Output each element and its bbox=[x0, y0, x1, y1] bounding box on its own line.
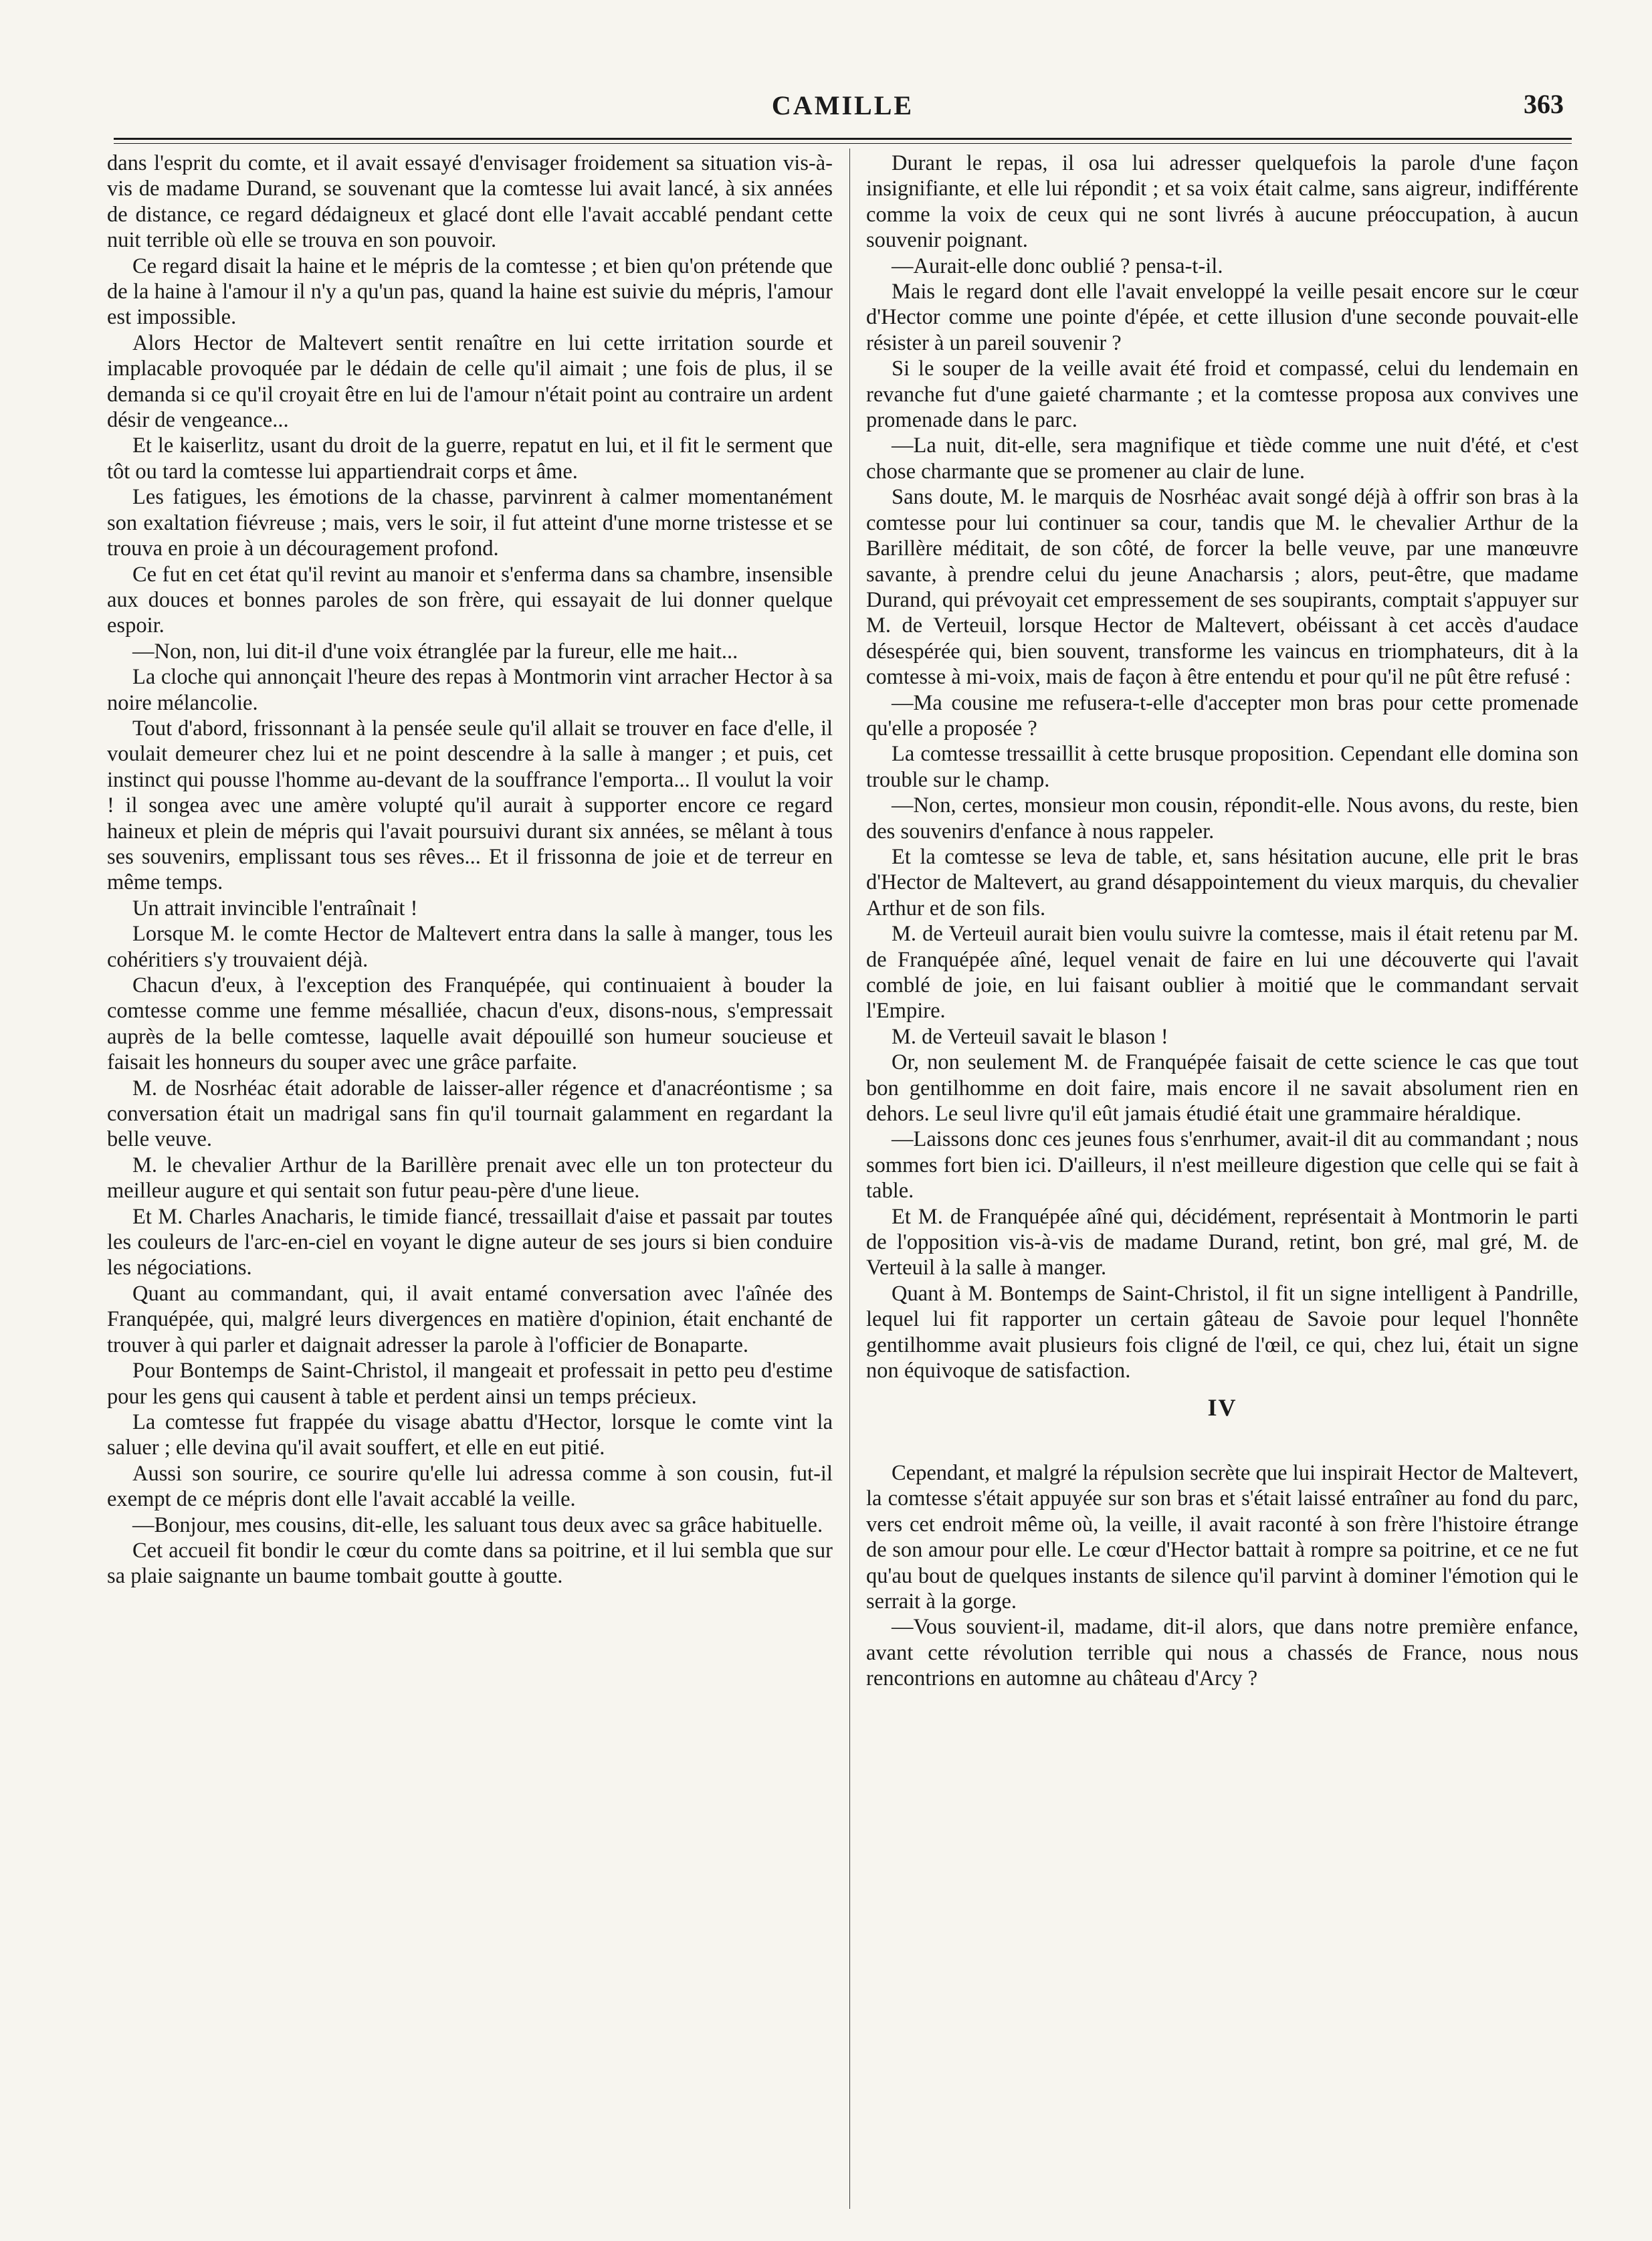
paragraph: Tout d'abord, frissonnant à la pensée seule qu'il allait se trouver en face d'elle, il voulait demeurer chez lui et ne point descendre à la salle à manger ; et puis, cet instinct qui pousse l'homme au-devant de la souffrance l'emporta... Il voulut la voir ! il songea avec une amère volupté qu'il aurait à supporter encore ce regard haineux et plein de mépris qui l'avait poursuivi durant six années, se mêlant à tous ses souvenirs, emplissant tous ses rêves... Et il frissonna de joie et de terreur en même temps. bbox=[107, 716, 833, 895]
paragraph: Quant au commandant, qui, il avait entamé conversation avec l'aînée des Franquépée, qui, malgré leurs divergences en matière d'opinion, était enchanté de trouver à qui parler et daignait adresser la parole à l'officier de Bonaparte. bbox=[107, 1281, 833, 1357]
paragraph: Chacun d'eux, à l'exception des Franquépée, qui continuaient à bouder la comtesse comme une femme mésalliée, chacun d'eux, disons-nous, s'empressait auprès de la belle comtesse, laquelle avait dépouillé son humeur soucieuse et faisait les honneurs du souper avec une grâce parfaite. bbox=[107, 973, 833, 1075]
paragraph: Et M. Charles Anacharis, le timide fiancé, tressaillait d'aise et passait par toutes les couleurs de l'arc-en-ciel en voyant le digne auteur de ses jours si bien conduire les négociations. bbox=[107, 1204, 833, 1280]
paragraph: Durant le repas, il osa lui adresser quelquefois la parole d'une façon insignifiante, et elle lui répondit ; et sa voix était calme, sans aigreur, indifférente comme la voix de ceux qui ne sont livrés à aucune préoccupation, à aucun souvenir poignant. bbox=[866, 151, 1578, 253]
page-number: 363 bbox=[1524, 89, 1564, 119]
paragraph: Or, non seulement M. de Franquépée faisait de cette science le cas que tout bon gentilhomme en doit faire, mais encore il ne savait absolument rien en dehors. Le seul livre qu'il eût jamais étudié était une grammaire héraldique. bbox=[866, 1050, 1578, 1127]
paragraph: —Bonjour, mes cousins, dit-elle, les saluant tous deux avec sa grâce habituelle. bbox=[132, 1513, 823, 1537]
paragraph: Aussi son sourire, ce sourire qu'elle lui adressa comme à son cousin, fut-il exempt de ce mépris dont elle l'avait accablé la veille. bbox=[107, 1461, 833, 1512]
paragraph: Ce regard disait la haine et le mépris de la comtesse ; et bien qu'on prétende que de la haine à l'amour il n'y a qu'un pas, quand la haine est suivie du mépris, l'amour est impossible. bbox=[107, 254, 833, 330]
paragraph: Un attrait invincible l'entraînait ! bbox=[132, 896, 418, 920]
paragraph: La comtesse fut frappée du visage abattu d'Hector, lorsque le comte vint la saluer ; elle devina qu'il avait souffert, et elle en eut pitié. bbox=[107, 1409, 833, 1460]
paragraph: Si le souper de la veille avait été froid et compassé, celui du lendemain en revanche fut d'une gaieté charmante ; et la comtesse proposa aux convives une promenade dans le parc. bbox=[866, 357, 1578, 433]
page-header bbox=[114, 86, 1572, 132]
paragraph: —Aurait-elle donc oublié ? pensa-t-il. bbox=[892, 254, 1223, 278]
header-rule bbox=[114, 138, 1572, 144]
paragraph: M. de Nosrhéac était adorable de laisser-aller régence et d'anacréontisme ; sa conversation était un madrigal sans fin qu'il tournait galamment en regardant la belle veuve. bbox=[107, 1076, 833, 1152]
paragraph: —Vous souvient-il, madame, dit-il alors, que dans notre première enfance, avant cette révolution terrible qui nous a chassés de France, nous nous rencontrions en automne au château d'Arcy ? bbox=[866, 1615, 1578, 1691]
paragraph: —Laissons donc ces jeunes fous s'enrhumer, avait-il dit au commandant ; nous sommes fort bien ici. D'ailleurs, il n'est meilleure digestion que celle qui se fait à table. bbox=[866, 1127, 1578, 1203]
paragraph: Mais le regard dont elle l'avait enveloppé la veille pesait encore sur le cœur d'Hector comme une pointe d'épée, et cette illusion d'une seconde pouvait-elle résister à un pareil souvenir ? bbox=[866, 280, 1578, 355]
paragraph: Et la comtesse se leva de table, et, sans hésitation aucune, elle prit le bras d'Hector de Maltevert, au grand désappointement du vieux marquis, du chevalier Arthur et de son fils. bbox=[866, 844, 1578, 920]
paragraph: M. le chevalier Arthur de la Barillère prenait avec elle un ton protecteur du meilleur augure et qui sentait son futur peau-père d'une lieue. bbox=[107, 1153, 833, 1203]
paragraph: —Non, non, lui dit-il d'une voix étranglée par la fureur, elle me hait... bbox=[132, 639, 738, 664]
paragraph: Sans doute, M. le marquis de Nosrhéac avait songé déjà à offrir son bras à la comtesse pour lui continuer sa cour, tandis que M. le chevalier Arthur de la Barillère méditait, de son côté, de forcer la belle veuve, par une manœuvre savante, à prendre celui du jeune Anacharsis ; alors, peut-être, que madame Durand, qui prévoyait cet empressement de ses soupirants, comptait s'appuyer sur M. de Verteuil, lorsque Hector de Maltevert, obéissant à cet accès d'audace désespérée qui, bien souvent, transforme les vaincus en triomphateurs, dit à la comtesse à mi-voix, mais de façon à être entendu et pour qu'il ne pût être refusé : bbox=[866, 485, 1578, 690]
paragraph: —La nuit, dit-elle, sera magnifique et tiède comme une nuit d'été, et c'est chose charmante que se promener au clair de lune. bbox=[866, 433, 1578, 484]
paragraph: Alors Hector de Maltevert sentit renaître en lui cette irritation sourde et implacable provoquée par le dédain de celle qu'il aimait ; une fois de plus, il se demanda si ce qu'il croyait être en lui de l'amour n'était point au contraire un ardent désir de vengeance... bbox=[107, 330, 833, 433]
running-title: CAMILLE bbox=[771, 90, 914, 120]
paragraph: Cependant, et malgré la répulsion secrète que lui inspirait Hector de Maltevert, la comtesse s'était appuyée sur son bras et s'était laissé entraîner au fond du parc, vers cet endroit même où, la veille, il avait raconté à son frère l'histoire étrange de son amour pour elle. Le cœur d'Hector battait à rompre sa poitrine, et ce ne fut qu'au bout de quelques instants de silence qu'il parvint à dominer l'émotion qui le serrait à la gorge. bbox=[866, 1460, 1578, 1614]
paragraph: —Ma cousine me refusera-t-elle d'accepter mon bras pour cette promenade qu'elle a proposée ? bbox=[866, 690, 1578, 741]
right-column bbox=[866, 151, 1578, 2208]
paragraph: Lorsque M. le comte Hector de Maltevert entra dans la salle à manger, tous les cohéritiers s'y trouvaient déjà. bbox=[107, 922, 833, 972]
paragraph: La cloche qui annonçait l'heure des repas à Montmorin vint arracher Hector à sa noire mélancolie. bbox=[107, 665, 833, 715]
paragraph: dans l'esprit du comte, et il avait essayé d'envisager froidement sa situation vis-à-vis de madame Durand, se souvenant que la comtesse lui avait lancé, à six années de distance, ce regard dédaigneux et glacé dont elle l'avait accablé pendant cette nuit terrible où elle se trouva en son pouvoir. bbox=[107, 151, 833, 253]
paragraph: —Non, certes, monsieur mon cousin, répondit-elle. Nous avons, du reste, bien des souvenirs d'enfance à nous rappeler. bbox=[866, 793, 1578, 844]
paragraph: M. de Verteuil aurait bien voulu suivre la comtesse, mais il était retenu par M. de Franquépée aîné, lequel venait de faire en lui une découverte qui l'avait comblé de joie, en lui faisant oublier à moitié que le commandant servait l'Empire. bbox=[866, 922, 1578, 1024]
paragraph: M. de Verteuil savait le blason ! bbox=[892, 1024, 1168, 1049]
paragraph: Les fatigues, les émotions de la chasse, parvinrent à calmer momentanément son exaltation fiévreuse ; mais, vers le soir, il fut atteint d'une morne tristesse et se trouva en proie à un découragement profond. bbox=[107, 485, 833, 561]
paragraph: Pour Bontemps de Saint-Christol, il mangeait et professait in petto peu d'estime pour les gens qui causent à table et perdent ainsi un temps précieux. bbox=[107, 1359, 833, 1409]
left-column bbox=[107, 151, 833, 2208]
paragraph: La comtesse tressaillit à cette brusque proposition. Cependant elle domina son trouble sur le champ. bbox=[866, 742, 1578, 792]
column-divider bbox=[849, 149, 850, 2209]
chapter-heading: IV bbox=[1207, 1393, 1237, 1421]
paragraph: Et M. de Franquépée aîné qui, décidément, représentait à Montmorin le parti de l'opposition vis-à-vis de madame Durand, retint, bon gré, mal gré, M. de Verteuil à la salle à manger. bbox=[866, 1204, 1578, 1280]
paragraph: Quant à M. Bontemps de Saint-Christol, il fit un signe intelligent à Pandrille, lequel lui fit rapporter un certain gâteau de Savoie pour lequel l'honnête gentilhomme avait plusieurs fois cligné de l'œil, ce qui, chez lui, était un signe non équivoque de satisfaction. bbox=[866, 1281, 1578, 1383]
paragraph: Cet accueil fit bondir le cœur du comte dans sa poitrine, et il lui sembla que sur sa plaie saignante un baume tombait goutte à goutte. bbox=[107, 1538, 833, 1589]
paragraph: Et le kaiserlitz, usant du droit de la guerre, repatut en lui, et il fit le serment que tôt ou tard la comtesse lui appartiendrait corps et âme. bbox=[107, 433, 833, 484]
paragraph: Ce fut en cet état qu'il revint au manoir et s'enferma dans sa chambre, insensible aux douces et bonnes paroles de son frère, qui essayait de lui donner quelque espoir. bbox=[107, 562, 833, 638]
